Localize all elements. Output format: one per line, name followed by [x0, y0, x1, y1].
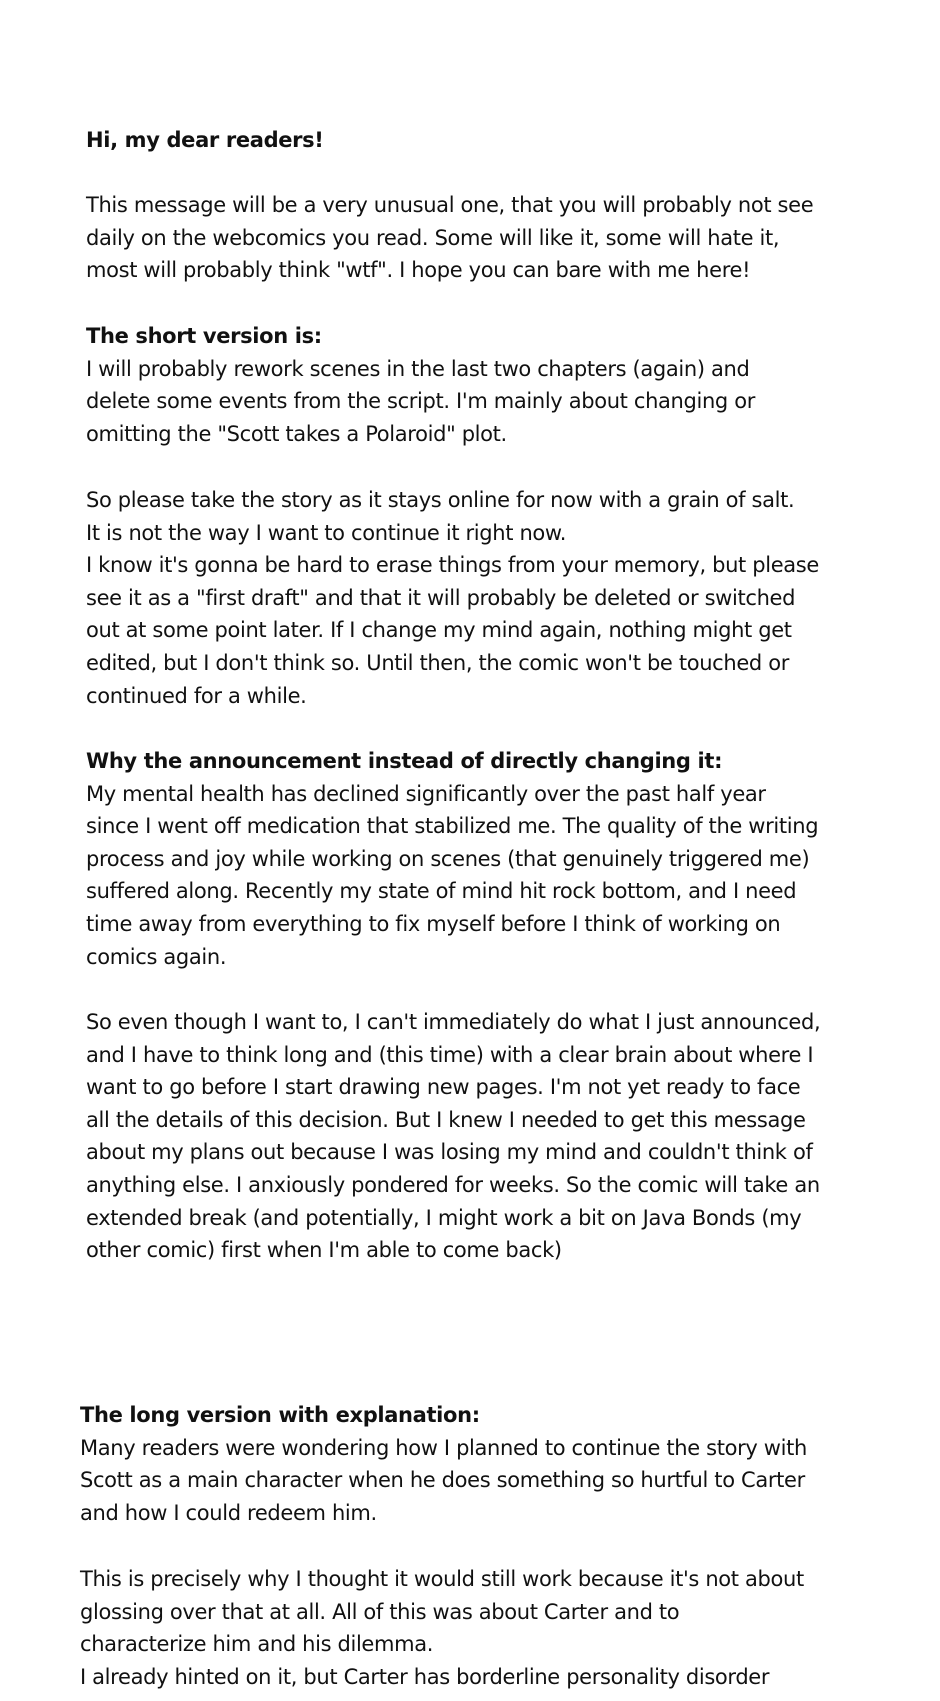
text-line: extended break (and potentially, I might work a bit on Java Bonds (my [86, 1205, 802, 1230]
text-line: Scott as a main character when he does something so hurtful to Carter [80, 1468, 805, 1493]
text-line: I know it's gonna be hard to erase things from your memory, but please [86, 553, 819, 578]
text-line: delete some events from the script. I'm mainly about changing or [86, 389, 756, 414]
long-version-paragraph-2 [80, 1563, 860, 1693]
text-line: see it as a "first draft" and that it will probably be deleted or switched [86, 585, 796, 610]
text-line: omitting the "Scott takes a Polaroid" plot. [86, 421, 507, 446]
intro-paragraph [86, 189, 866, 287]
text-line: anything else. I anxiously pondered for weeks. So the comic will take an [86, 1172, 820, 1197]
greeting-block [86, 124, 866, 157]
text-line: process and joy while working on scenes (that genuinely triggered me) [86, 846, 810, 871]
text-line: I will probably rework scenes in the last two chapters (again) and [86, 356, 750, 381]
text-line: all the details of this decision. But I knew I needed to get this message [86, 1107, 806, 1132]
text-line: out at some point later. If I change my mind again, nothing might get [86, 618, 792, 643]
text-line: other comic) first when I'm able to come back) [86, 1238, 562, 1263]
text-line: Many readers were wondering how I planned to continue the story with [80, 1435, 807, 1460]
text-line: This is precisely why I thought it would still work because it's not about [80, 1567, 804, 1591]
text-line: So even though I want to, I can't immediately do what I just announced, [86, 1010, 821, 1034]
text-line: want to go before I start drawing new pages. I'm not yet ready to face [86, 1075, 801, 1100]
text-line: This message will be a very unusual one, that you will probably not see [86, 193, 814, 217]
text-line: It is not the way I want to continue it right now. [86, 520, 567, 545]
text-line: My mental health has declined significantly over the past half year [86, 781, 766, 806]
greeting-text: Hi, my dear readers! [86, 128, 324, 152]
text-line: edited, but I don't think so. Until then, the comic won't be touched or [86, 650, 789, 675]
section-heading: The short version is: [86, 324, 322, 348]
short-version-paragraph-2 [86, 484, 866, 712]
text-line: I already hinted on it, but Carter has borderline personality disorder [80, 1664, 770, 1689]
text-line: most will probably think "wtf". I hope you can bare with me here! [86, 258, 751, 283]
text-line: time away from everything to fix myself before I think of working on [86, 911, 781, 936]
announcement-section [86, 745, 866, 973]
long-version-section [80, 1399, 860, 1529]
text-line: comics again. [86, 944, 227, 969]
text-line: glossing over that at all. All of this was about Carter and to [80, 1599, 680, 1624]
text-line: daily on the webcomics you read. Some will like it, some will hate it, [86, 225, 780, 250]
section-heading: The long version with explanation: [80, 1403, 480, 1427]
text-line: suffered along. Recently my state of mind hit rock bottom, and I need [86, 879, 797, 904]
section-heading: Why the announcement instead of directly changing it: [86, 749, 723, 773]
text-line: since I went off medication that stabilized me. The quality of the writing [86, 814, 819, 839]
announcement-paragraph-2 [86, 1006, 866, 1267]
text-line: So please take the story as it stays online for now with a grain of salt. [86, 488, 795, 512]
text-line: characterize him and his dilemma. [80, 1632, 434, 1657]
text-line: and I have to think long and (this time) with a clear brain about where I [86, 1042, 814, 1067]
text-line: and how I could redeem him. [80, 1500, 377, 1525]
text-line: about my plans out because I was losing my mind and couldn't think of [86, 1140, 813, 1165]
short-version-section [86, 320, 866, 450]
text-line: continued for a while. [86, 683, 307, 708]
